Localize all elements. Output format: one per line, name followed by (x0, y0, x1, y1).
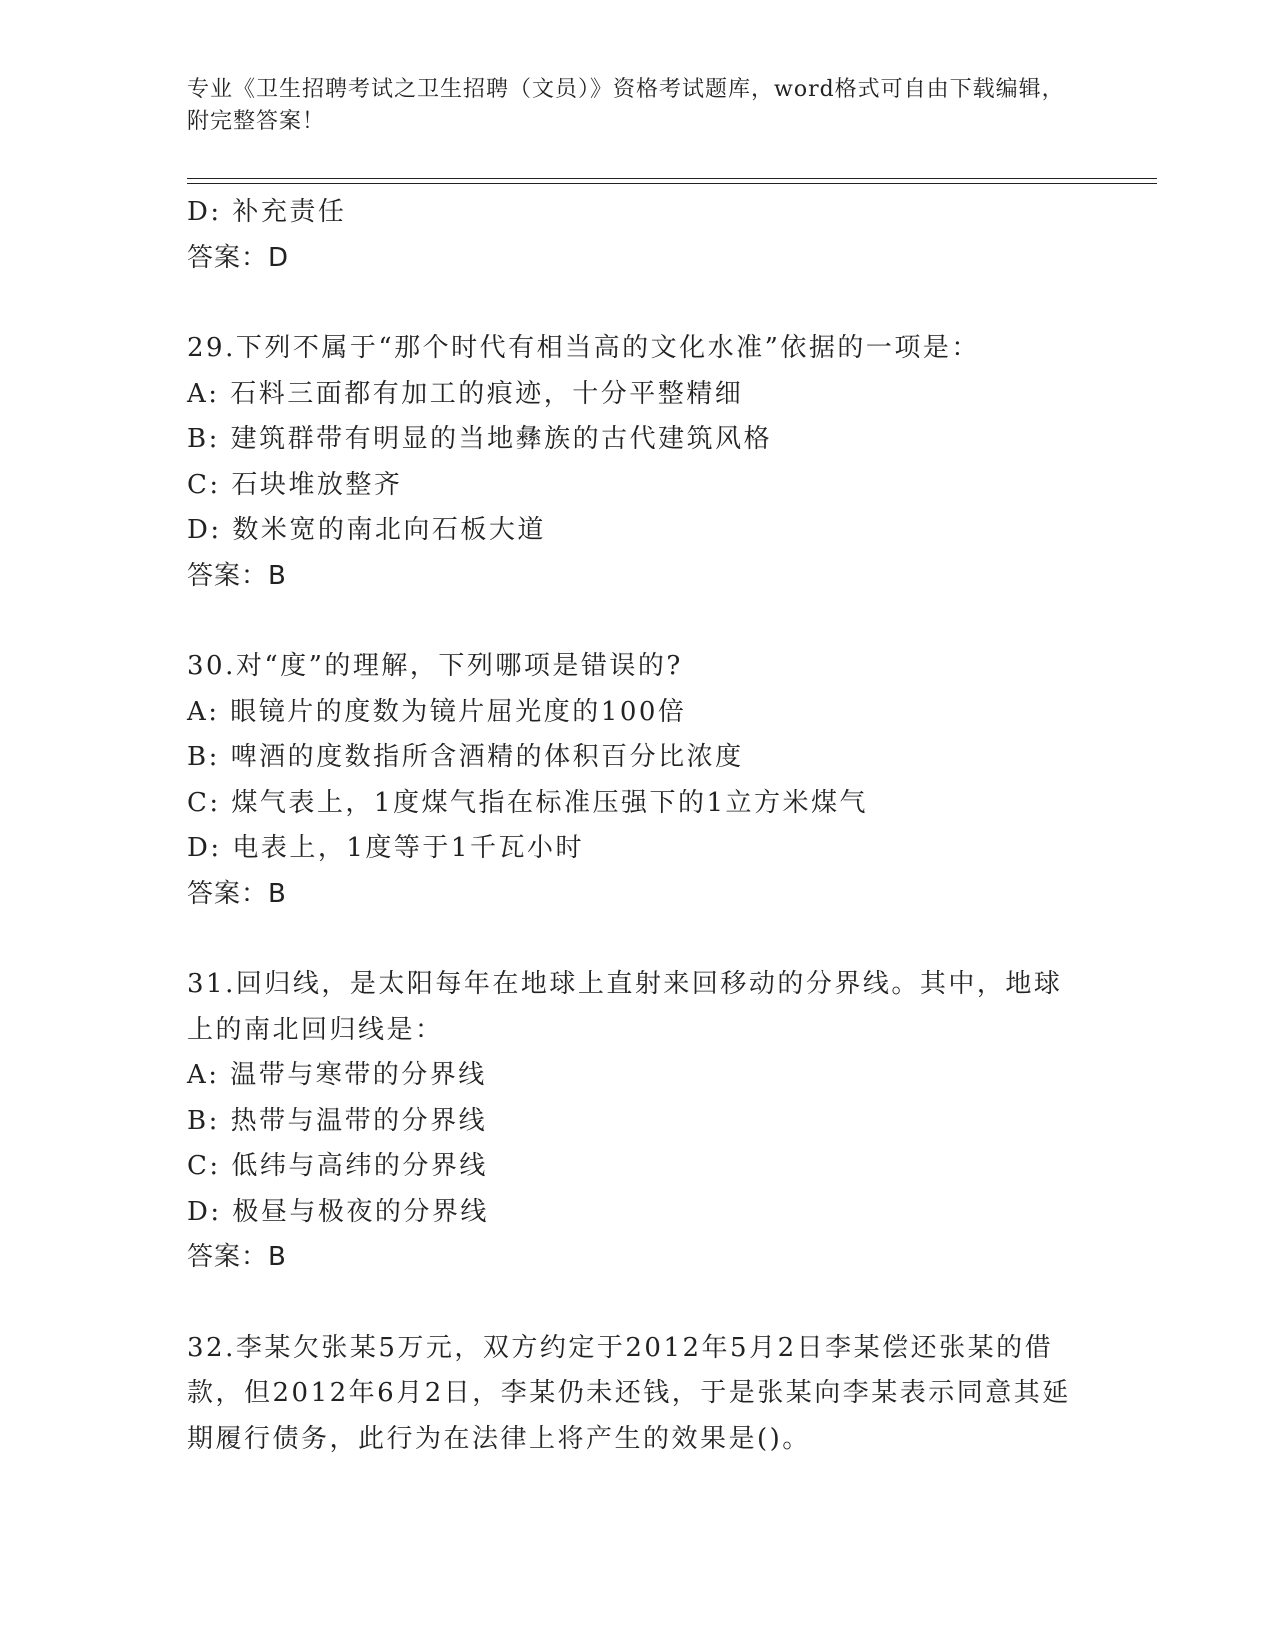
option-b: B: 啤酒的度数指所含酒精的体积百分比浓度 (187, 742, 744, 772)
question-stem: 32.李某欠张某5万元，双方约定于2012年5月2日李某偿还张某的借款，但2012年6月2日，李某仍未还钱，于是张某向李某表示同意其延期履行债务，此行为在法律上将产生的效果是()。 (187, 1332, 1071, 1454)
option-b: B: 热带与温带的分界线 (187, 1105, 488, 1136)
header-rule-top (187, 178, 1157, 179)
answer-line: 答案：B (187, 878, 287, 909)
question-stem: 29.下列不属于“那个时代有相当高的文化水准”依据的一项是： (187, 333, 980, 363)
spacer (187, 1281, 1087, 1326)
question-stem: 30.对“度”的理解，下列哪项是错误的? (187, 651, 683, 681)
option-c: C: 石块堆放整齐 (187, 469, 403, 500)
answer-line: 答案：D (187, 242, 290, 273)
option-d: D: 电表上，1度等于1千瓦小时 (187, 833, 584, 863)
header-rule-bottom (187, 183, 1157, 184)
option-b: B: 建筑群带有明显的当地彝族的古代建筑风格 (187, 424, 773, 454)
question-content (187, 190, 1087, 1462)
spacer (187, 281, 1087, 326)
answer-line: 答案：B (187, 1242, 287, 1272)
page-header: 专业《卫生招聘考试之卫生招聘（文员）》资格考试题库，word格式可自由下载编辑，附完整答案！ (187, 77, 1065, 134)
option-a: A: 眼镜片的度数为镜片屈光度的100倍 (187, 696, 687, 727)
answer-line: 答案：B (187, 560, 287, 591)
option-c: C: 低纬与高纬的分界线 (187, 1151, 488, 1181)
option-a: A: 温带与寒带的分界线 (187, 1060, 487, 1090)
spacer (187, 599, 1087, 644)
question-stem: 31.回归线，是太阳每年在地球上直射来回移动的分界线。其中，地球上的南北回归线是： (187, 969, 1063, 1045)
spacer (187, 917, 1087, 962)
option-a: A: 石料三面都有加工的痕迹，十分平整精细 (187, 378, 744, 409)
option-d: D: 极昼与极夜的分界线 (187, 1196, 489, 1227)
option-d: D: 数米宽的南北向石板大道 (187, 515, 546, 545)
option-c: C: 煤气表上，1度煤气指在标准压强下的1立方米煤气 (187, 787, 869, 818)
option-d: D: 补充责任 (187, 197, 347, 227)
